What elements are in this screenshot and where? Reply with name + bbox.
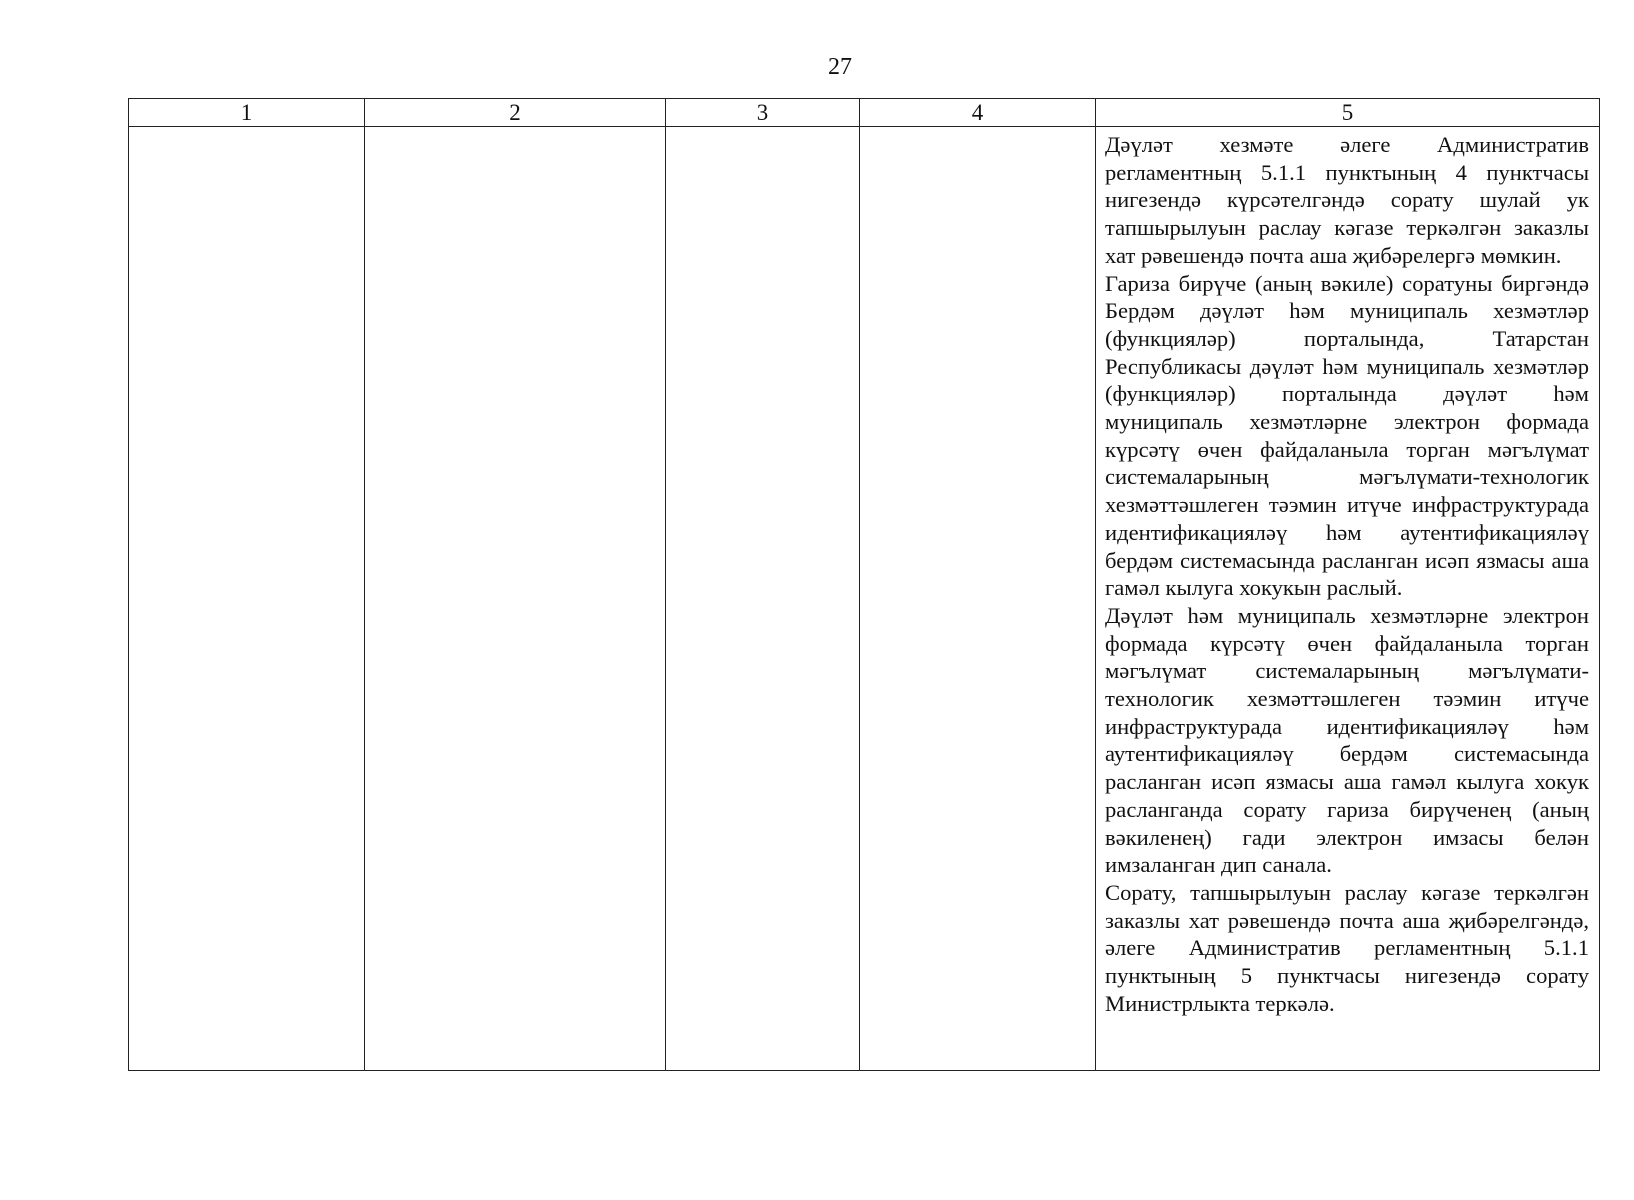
table-cell-col3	[666, 127, 860, 1071]
paragraph: Дәүләт һәм муниципаль хезмәтләрне электрон формада күрсәтү өчен файдаланыла торган мәгълүмат системаларының мәгълүмати-технологик хезмәттәшлеген тәэмин итүче инфраструктурада идентификацияләү һәм аутентификацияләү бердәм системасында расланган исәп язмасы аша гамәл кылуга хокук расланганда сорату гариза бирүченең (аның вәкиленең) гади электрон имзасы белән имзаланган дип санала.	[1105, 602, 1589, 878]
table-cell-col1	[129, 127, 365, 1071]
cell-text-block	[1096, 127, 1599, 1018]
paragraph: Дәүләт хезмәте әлеге Административ регламентның 5.1.1 пунктының 4 пунктчасы нигезендә күрсәтелгәндә сорату шулай ук тапшырылуын раслау кәгазе теркәлгән заказлы хат рәвешендә почта аша җибәрелергә мөмкин.	[1105, 132, 1589, 268]
column-header-3: 3	[666, 99, 860, 127]
table-header-row	[129, 99, 1600, 127]
column-header-4: 4	[860, 99, 1096, 127]
paragraph: Сорату, тапшырылуын раслау кәгазе теркәлгән заказлы хат рәвешендә почта аша җибәрелгәндә, әлеге Административ регламентның 5.1.1 пунктының 5 пунктчасы нигезендә сорату Министрлыкта теркәлә.	[1105, 879, 1589, 1016]
table-cell-col5	[1096, 127, 1600, 1071]
page-number: 27	[828, 54, 852, 80]
paragraph: Гариза бирүче (аның вәкиле) соратуны биргәндә Бердәм дәүләт һәм муниципаль хезмәтләр (функцияләр) порталында, Татарстан Республикасы дәүләт һәм муниципаль хезмәтләр (функцияләр) порталында дәүләт һәм муниципаль хезмәтләрне электрон формада күрсәтү өчен файдаланыла торган мәгълүмат системаларының мәгълүмати-технологик хезмәттәшлеген тәэмин итүче инфраструктурада идентификацияләү һәм аутентификацияләү бердәм системасында расланган исәп язмасы аша гамәл кылуга хокукын раслый.	[1105, 270, 1589, 601]
table-cell-col4	[860, 127, 1096, 1071]
document-table	[128, 98, 1600, 1071]
column-header-5: 5	[1096, 99, 1600, 127]
table-cell-col2	[365, 127, 666, 1071]
column-header-2: 2	[365, 99, 666, 127]
column-header-1: 1	[129, 99, 365, 127]
table-row	[129, 127, 1600, 1071]
